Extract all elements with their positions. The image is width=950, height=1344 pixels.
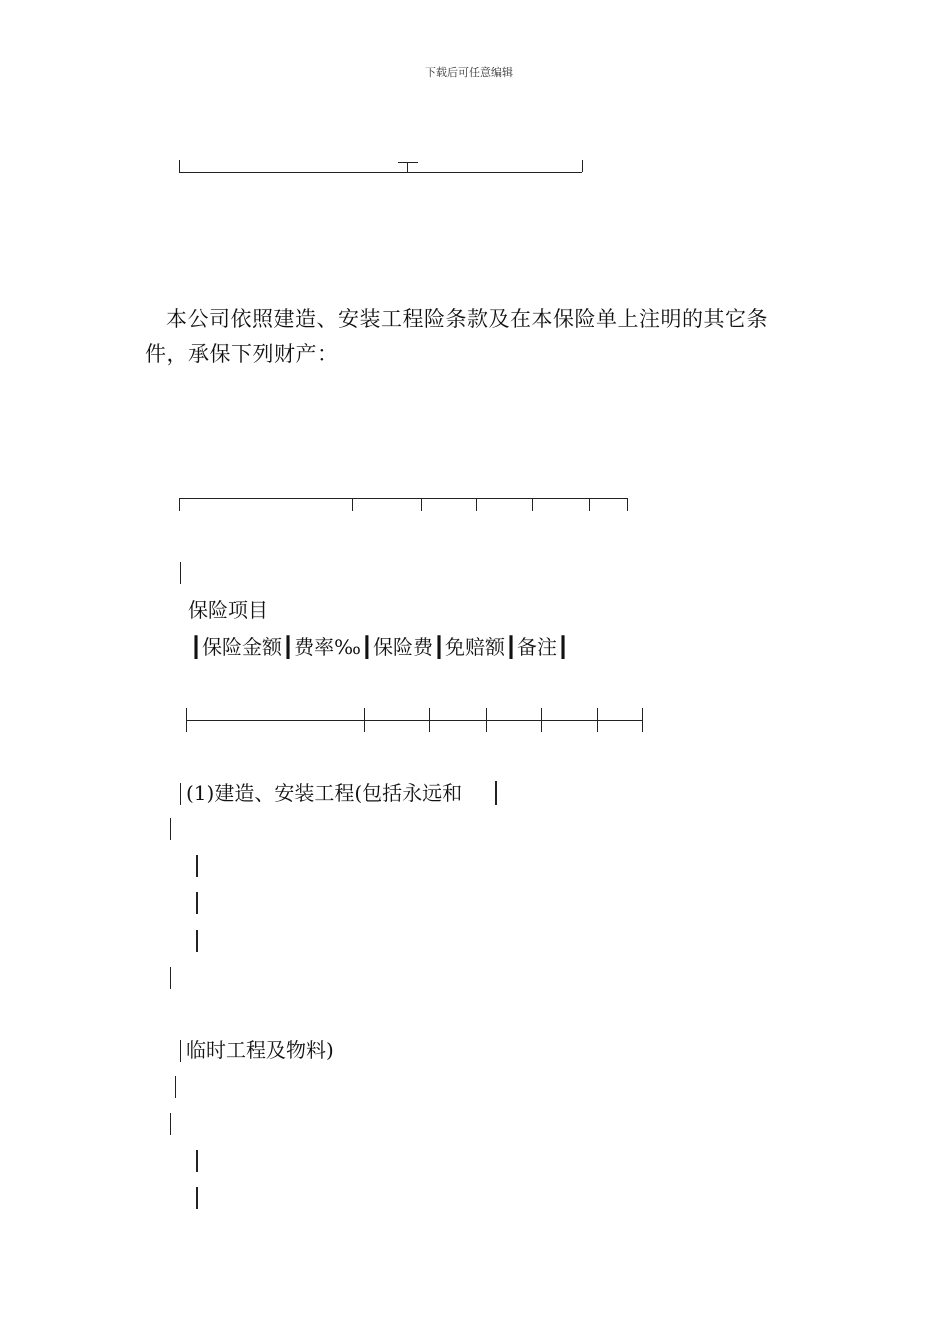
intro-line-1: 本公司依照建造、安装工程险条款及在本保险单上注明的其它条 — [166, 307, 768, 331]
row1-right-bar — [495, 781, 497, 805]
table-left-bar — [180, 562, 181, 584]
page-header: 下载后可任意编辑 — [425, 66, 513, 79]
row1-bar-e — [170, 967, 171, 989]
row2-left-bar — [180, 1040, 181, 1062]
row2-item-text: 临时工程及物料) — [186, 1038, 334, 1062]
row2-bar-c — [196, 1150, 198, 1172]
row1-bar-d — [196, 930, 198, 952]
row1-bar-a — [170, 818, 171, 840]
row2-bar-b — [170, 1113, 171, 1135]
row2-bar-d — [196, 1187, 198, 1209]
row1-left-bar — [180, 783, 181, 805]
row1-bar-b — [196, 855, 198, 877]
row2-bar-a — [175, 1076, 176, 1098]
column-label-insured-items: 保险项目 — [188, 598, 268, 622]
row1-item-text: (1)建造、安装工程(包括永远和 — [186, 781, 463, 805]
table-header-row: ┃保险金额┃费率‰┃保险费┃免赔额┃备注┃ — [190, 635, 570, 659]
row1-bar-c — [196, 892, 198, 914]
intro-line-2: 件，承保下列财产： — [145, 342, 339, 366]
